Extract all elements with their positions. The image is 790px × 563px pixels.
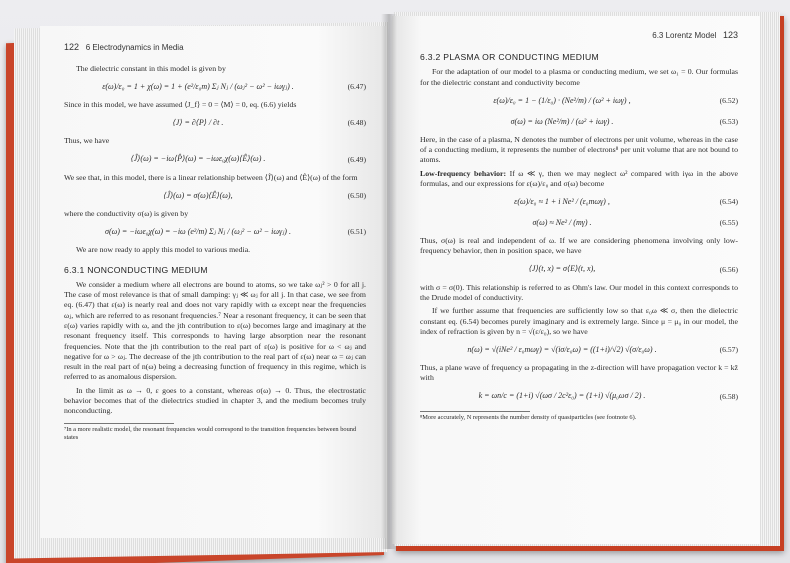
paragraph <box>420 169 738 190</box>
paragraph: Since in this model, we have assumed ⟨J_f⟩ = 0 = ⟨M⟩ = 0, eq. (6.6) yields <box>64 100 297 110</box>
equation: ε(ω)/ε₀ ≈ 1 + i Ne² / (ε₀mωγ) , (6.54) <box>514 196 738 207</box>
equation: ⟨J⟩(t, x) = σ⟨E⟩(t, x), (6.56) <box>528 264 738 274</box>
paragraph: Thus, a plane wave of frequency ω propagating in the z-direction will have propagation vector k = kẑ with <box>420 363 738 383</box>
paragraph: where the conductivity σ(ω) is given by <box>64 209 189 218</box>
paragraph: If we further assume that frequencies are sufficiently low so that ε₀ω ≪ σ, then the dielectric constant eq. (6.54) becomes purely imaginary and is extremely large. Since μ = μ₀ in our model, the index of refraction is given by n = √(ε/ε₀), so we have <box>420 306 738 336</box>
section-heading: 6.3.1 NONCONDUCTING MEDIUM <box>64 264 208 275</box>
equation-number: (6.48) <box>347 118 366 128</box>
equation: k = ωn/c = (1+i) √(ωσ / 2c²ε₀) = (1+i) √(μ₀ωσ / 2) . (6.58) <box>478 391 738 401</box>
page-number: 122 <box>64 42 80 52</box>
equation: ε(ω)/ε₀ = 1 + χ(ω) = 1 + (e²/ε₀m) Σⱼ Nⱼ / (ωⱼ² − ω² − iωγⱼ) . (6.47) <box>102 81 366 92</box>
footnote: ⁷In a more realistic model, the resonant frequencies would correspond to the transition frequencies between bound states <box>64 426 357 442</box>
paragraph-text: If ω ≪ γ, then we may neglect ω² compared with iγω in the above formulas, and our expressions for ε(ω)/ε₀ and σ(ω) become <box>420 168 739 188</box>
section-heading: 6.3.2 PLASMA OR CONDUCTING MEDIUM <box>420 51 599 62</box>
equation-number: (6.58) <box>719 391 738 401</box>
equation: n(ω) = √(iNe² / ε₀mωγ) = √(iσ/ε₀ω) = ((1+i)/√2) √(σ/ε₀ω) . (6.57) <box>467 344 738 355</box>
equation-number: (6.52) <box>719 95 738 105</box>
equation: σ(ω) ≈ Ne² / (mγ) . (6.55) <box>532 217 738 228</box>
paragraph: We see that, in this model, there is a linear relationship between ⟨Ĵ⟩(ω) and ⟨Ê⟩(ω) of the form <box>64 172 358 182</box>
paragraph: We are now ready to apply this model to various media. <box>76 245 251 255</box>
equation-number: (6.55) <box>719 218 738 228</box>
running-head: 6 Electrodynamics in Media <box>85 43 184 52</box>
paragraph: Here, in the case of a plasma, N denotes the number of electrons per unit volume, whereas in the case of a conducting medium, it represents the number of electrons⁸ per unit volume that are not bound to atoms. <box>420 134 738 165</box>
paragraph: Thus, we have <box>64 136 110 146</box>
paragraph: with σ = σ(0). This relationship is referred to as Ohm's law. Our model in this context corresponds to the Drude model of conductivity. <box>420 282 738 303</box>
right-page <box>392 16 760 544</box>
paragraph: For the adaptation of our model to a plasma or conducting medium, we set ω₁ = 0. Our formulas for the dielectric constant and conductivity become <box>420 67 738 87</box>
book-gutter-shadow <box>381 14 397 549</box>
equation-number: (6.47) <box>347 82 366 92</box>
running-head: 6.3 Lorentz Model <box>652 31 717 40</box>
equation-number: (6.56) <box>719 264 738 274</box>
paragraph: In the limit as ω → 0, ε goes to a constant, whereas σ(ω) → 0. Thus, the electrostatic behavior becomes that of the dielectrics studied in chapter 3, and the medium becomes truly nonconducting. <box>64 385 366 416</box>
equation: ⟨J⟩ = ∂⟨P⟩ / ∂t . (6.48) <box>172 118 366 128</box>
right-page-header <box>420 30 738 42</box>
equation: ⟨Ĵ⟩(ω) = −iω⟨P̂⟩(ω) = −iωε₀χ(ω)⟨Ê⟩(ω) . (6.49) <box>130 154 366 164</box>
equation: σ(ω) = −iωε₀χ(ω) = −iω (e²/m) Σⱼ Nⱼ / (ωⱼ² − ω² − iωγⱼ) . (6.51) <box>105 227 366 237</box>
footnote-rule <box>420 411 530 412</box>
equation-number: (6.49) <box>347 154 366 164</box>
equation-number: (6.50) <box>347 190 366 200</box>
left-page <box>40 26 386 538</box>
paragraph: The dielectric constant in this model is given by <box>76 63 226 73</box>
paragraph: Thus, σ(ω) is real and independent of ω. If we are considering phenomena involving only low-frequency behavior, then in position space, we have <box>420 236 738 256</box>
equation: ⟨Ĵ⟩(ω) = σ(ω)⟨Ê⟩(ω), (6.50) <box>163 190 366 200</box>
footnote: ⁸More accurately, N represents the number density of quasiparticles (see footnote 6). <box>420 414 637 422</box>
run-in-heading: Low-frequency behavior: <box>420 168 507 178</box>
paragraph: We consider a medium where all electrons are bound to atoms, so we take ωⱼ² > 0 for all j. The case of most relevance is that of small damping: γⱼ ≪ ωⱼ for all j. In that case, we see from eq. (6.47) that ε(ω) is nearly real and does not vary rapidly with ω except near the frequencies ωⱼ, which are referred to as resonant frequencies.⁷ Near a resonant frequency, it can be seen that ε(ω) varies rapidly with ω, and the jth contribution to ε(ω) becomes large and imaginary at the resonant frequency itself. This corresponds to having large absorption near the resonant frequencies. Note that the jth contribution to the real part of ε(ω) is positive for ω < ωⱼ and negative for ω > ωⱼ. The decrease of the jth contribution to the real part of ε(ω) near ω = ωⱼ can result in the real part of n(ω) being a decreasing function of frequency in this regime, which is referred to as anomalous dispersion. <box>64 279 366 382</box>
page-number: 123 <box>722 30 738 40</box>
equation: σ(ω) = iω (Ne²/m) / (ω² + iωγ) . (6.53) <box>510 116 738 126</box>
equation-number: (6.54) <box>719 197 738 207</box>
left-page-header <box>64 42 366 54</box>
equation-number: (6.53) <box>719 116 738 126</box>
equation: ε(ω)/ε₀ = 1 − (1/ε₀) · (Ne²/m) / (ω² + iωγ) , (6.52) <box>493 95 738 105</box>
footnote-rule <box>64 423 174 424</box>
equation-number: (6.51) <box>347 227 366 237</box>
equation-number: (6.57) <box>719 345 738 355</box>
